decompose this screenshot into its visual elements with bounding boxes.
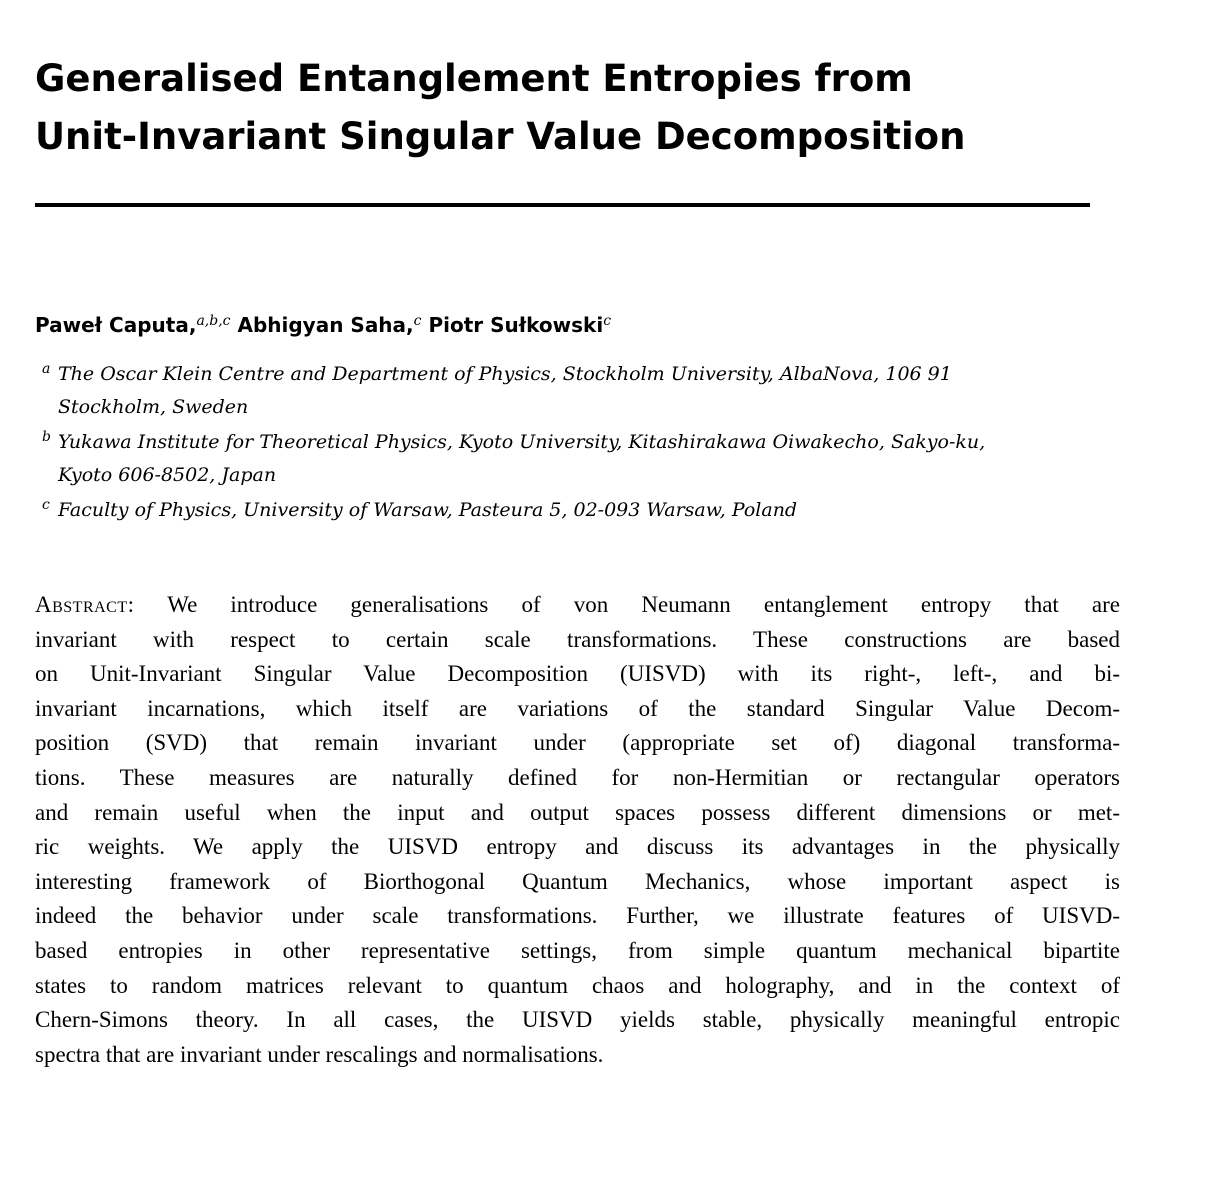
abstract-line: spectra that are invariant under rescalings and normalisations. xyxy=(35,1041,604,1067)
abstract-line-text: We introduce generalisations of von Neumann entanglement entropy that are xyxy=(134,592,1120,617)
affiliation-mark: c xyxy=(42,497,50,513)
affiliation-line: Yukawa Institute for Theoretical Physics, Kyoto University, Kitashirakawa Oiwakecho, Sakyo-ku, xyxy=(58,431,986,453)
abstract-line: on Unit-Invariant Singular Value Decomposition (UISVD) with its right-, left-, and bi- xyxy=(35,661,1120,687)
affiliation-line: The Oscar Klein Centre and Department of Physics, Stockholm University, AlbaNova, 106 91 xyxy=(58,363,952,385)
affiliation-line: Faculty of Physics, University of Warsaw, Pasteura 5, 02-093 Warsaw, Poland xyxy=(58,499,798,521)
abstract-line: and remain useful when the input and output spaces possess different dimensions or met- xyxy=(35,799,1120,825)
abstract-line: interesting framework of Biorthogonal Quantum Mechanics, whose important aspect is xyxy=(35,868,1120,894)
paper-title xyxy=(35,50,1095,166)
abstract-line: states to random matrices relevant to quantum chaos and holography, and in the context of xyxy=(35,972,1120,998)
affiliation-list xyxy=(35,358,1115,529)
affiliation-line: Kyoto 606-8502, Japan xyxy=(58,464,277,486)
abstract-line: invariant incarnations, which itself are variations of the standard Singular Value Decom- xyxy=(35,695,1120,721)
title-line-1: Generalised Entanglement Entropies from xyxy=(35,57,913,100)
abstract-line: Chern-Simons theory. In all cases, the UISVD yields stable, physically meaningful entropic xyxy=(35,1007,1120,1033)
title-line-2: Unit-Invariant Singular Value Decomposition xyxy=(35,115,966,158)
affiliation-mark: a xyxy=(42,361,51,377)
affiliation-b xyxy=(35,426,1115,492)
affiliation-a xyxy=(35,358,1115,424)
author-affiliation-mark: c xyxy=(413,313,422,329)
affiliation-c xyxy=(35,494,1115,527)
abstract-line: indeed the behavior under scale transformations. Further, we illustrate features of UISVD- xyxy=(35,903,1120,929)
author-affiliation-mark: a,b,c xyxy=(196,313,231,329)
title-rule xyxy=(35,203,1090,207)
author-name: Abhigyan Saha, xyxy=(237,313,414,337)
abstract-line xyxy=(35,588,1120,623)
affiliation-line: Stockholm, Sweden xyxy=(58,396,249,418)
abstract-line: ric weights. We apply the UISVD entropy and discuss its advantages in the physically xyxy=(35,834,1120,860)
abstract xyxy=(35,588,1120,1072)
abstract-line: position (SVD) that remain invariant under (appropriate set of) diagonal transforma- xyxy=(35,730,1120,756)
author-name: Piotr Sułkowski xyxy=(428,313,604,337)
abstract-label: Abstract: xyxy=(35,592,135,617)
author-affiliation-mark: c xyxy=(603,313,612,329)
abstract-line: tions. These measures are naturally defined for non-Hermitian or rectangular operators xyxy=(35,764,1120,790)
author-list xyxy=(35,310,611,340)
abstract-line: invariant with respect to certain scale transformations. These constructions are based xyxy=(35,626,1120,652)
abstract-line: based entropies in other representative settings, from simple quantum mechanical bipartite xyxy=(35,937,1120,963)
affiliation-mark: b xyxy=(42,429,51,445)
author-name: Paweł Caputa, xyxy=(35,313,197,337)
